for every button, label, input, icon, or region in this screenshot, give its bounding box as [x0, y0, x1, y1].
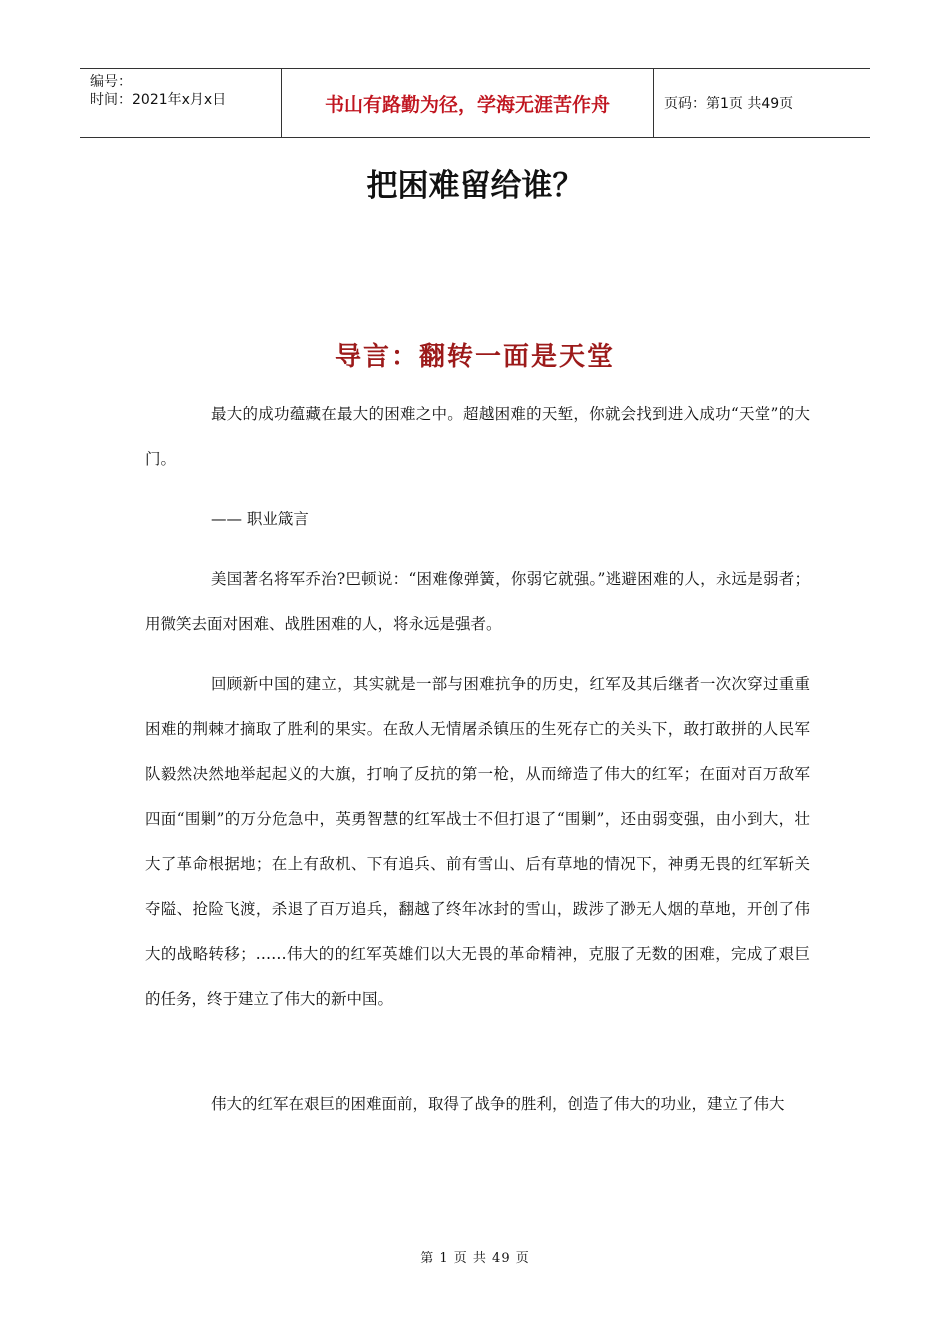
paragraph-history: 回顾新中国的建立，其实就是一部与困难抗争的历史，红军及其后继者一次次穿过重重困难的荆棘才摘取了胜利的果实。在敌人无情屠杀镇压的生死存亡的关头下，敢打敢拼的人民军队毅然决然地举起起义的大旗，打响了反抗的第一枪，从而缔造了伟大的红军；在面对百万敌军四面“围剿”的万分危急中，英勇智慧的红军战士不但打退了“围剿”，还由弱变强，由小到大，壮大了革命根据地；在上有敌机、下有追兵、前有雪山、后有草地的情况下，神勇无畏的红军斩关夺隘、抢险飞渡，杀退了百万追兵，翻越了终年冰封的雪山，跋涉了渺无人烟的草地，开创了伟大的战略转移；……伟大的的红军英雄们以大无畏的革命精神，克服了无数的困难，完成了艰巨的任务，终于建立了伟大的新中国。: [145, 675, 810, 1008]
document-header: [80, 68, 870, 138]
header-page-info: 页码：第1页 共49页: [664, 96, 794, 112]
document-body: [145, 392, 810, 1127]
header-motto: 书山有路勤为径，学海无涯苦作舟: [282, 69, 654, 137]
serial-number-label: 编号：: [90, 74, 132, 90]
paragraph-attribution: —— 职业箴言: [211, 510, 309, 528]
date-label: 时间：2021年x月x日: [90, 92, 227, 108]
document-title: 把困难留给谁？: [366, 168, 584, 204]
paragraph-red-army: 伟大的红军在艰巨的困难面前，取得了战争的胜利，创造了伟大的功业，建立了伟大: [211, 1095, 785, 1113]
paragraph-intro: 最大的成功蕴藏在最大的困难之中。超越困难的天堑，你就会找到进入成功“天堂”的大门。: [145, 405, 810, 468]
page-footer: 第 1 页 共 49 页: [420, 1251, 530, 1266]
header-meta: [80, 69, 282, 137]
paragraph-patton-quote: 美国著名将军乔治?巴顿说：“困难像弹簧，你弱它就强。”逃避困难的人，永远是弱者；用微笑去面对困难、战胜困难的人，将永远是强者。: [145, 570, 810, 633]
section-heading: 导言：翻转一面是天堂: [334, 342, 615, 372]
